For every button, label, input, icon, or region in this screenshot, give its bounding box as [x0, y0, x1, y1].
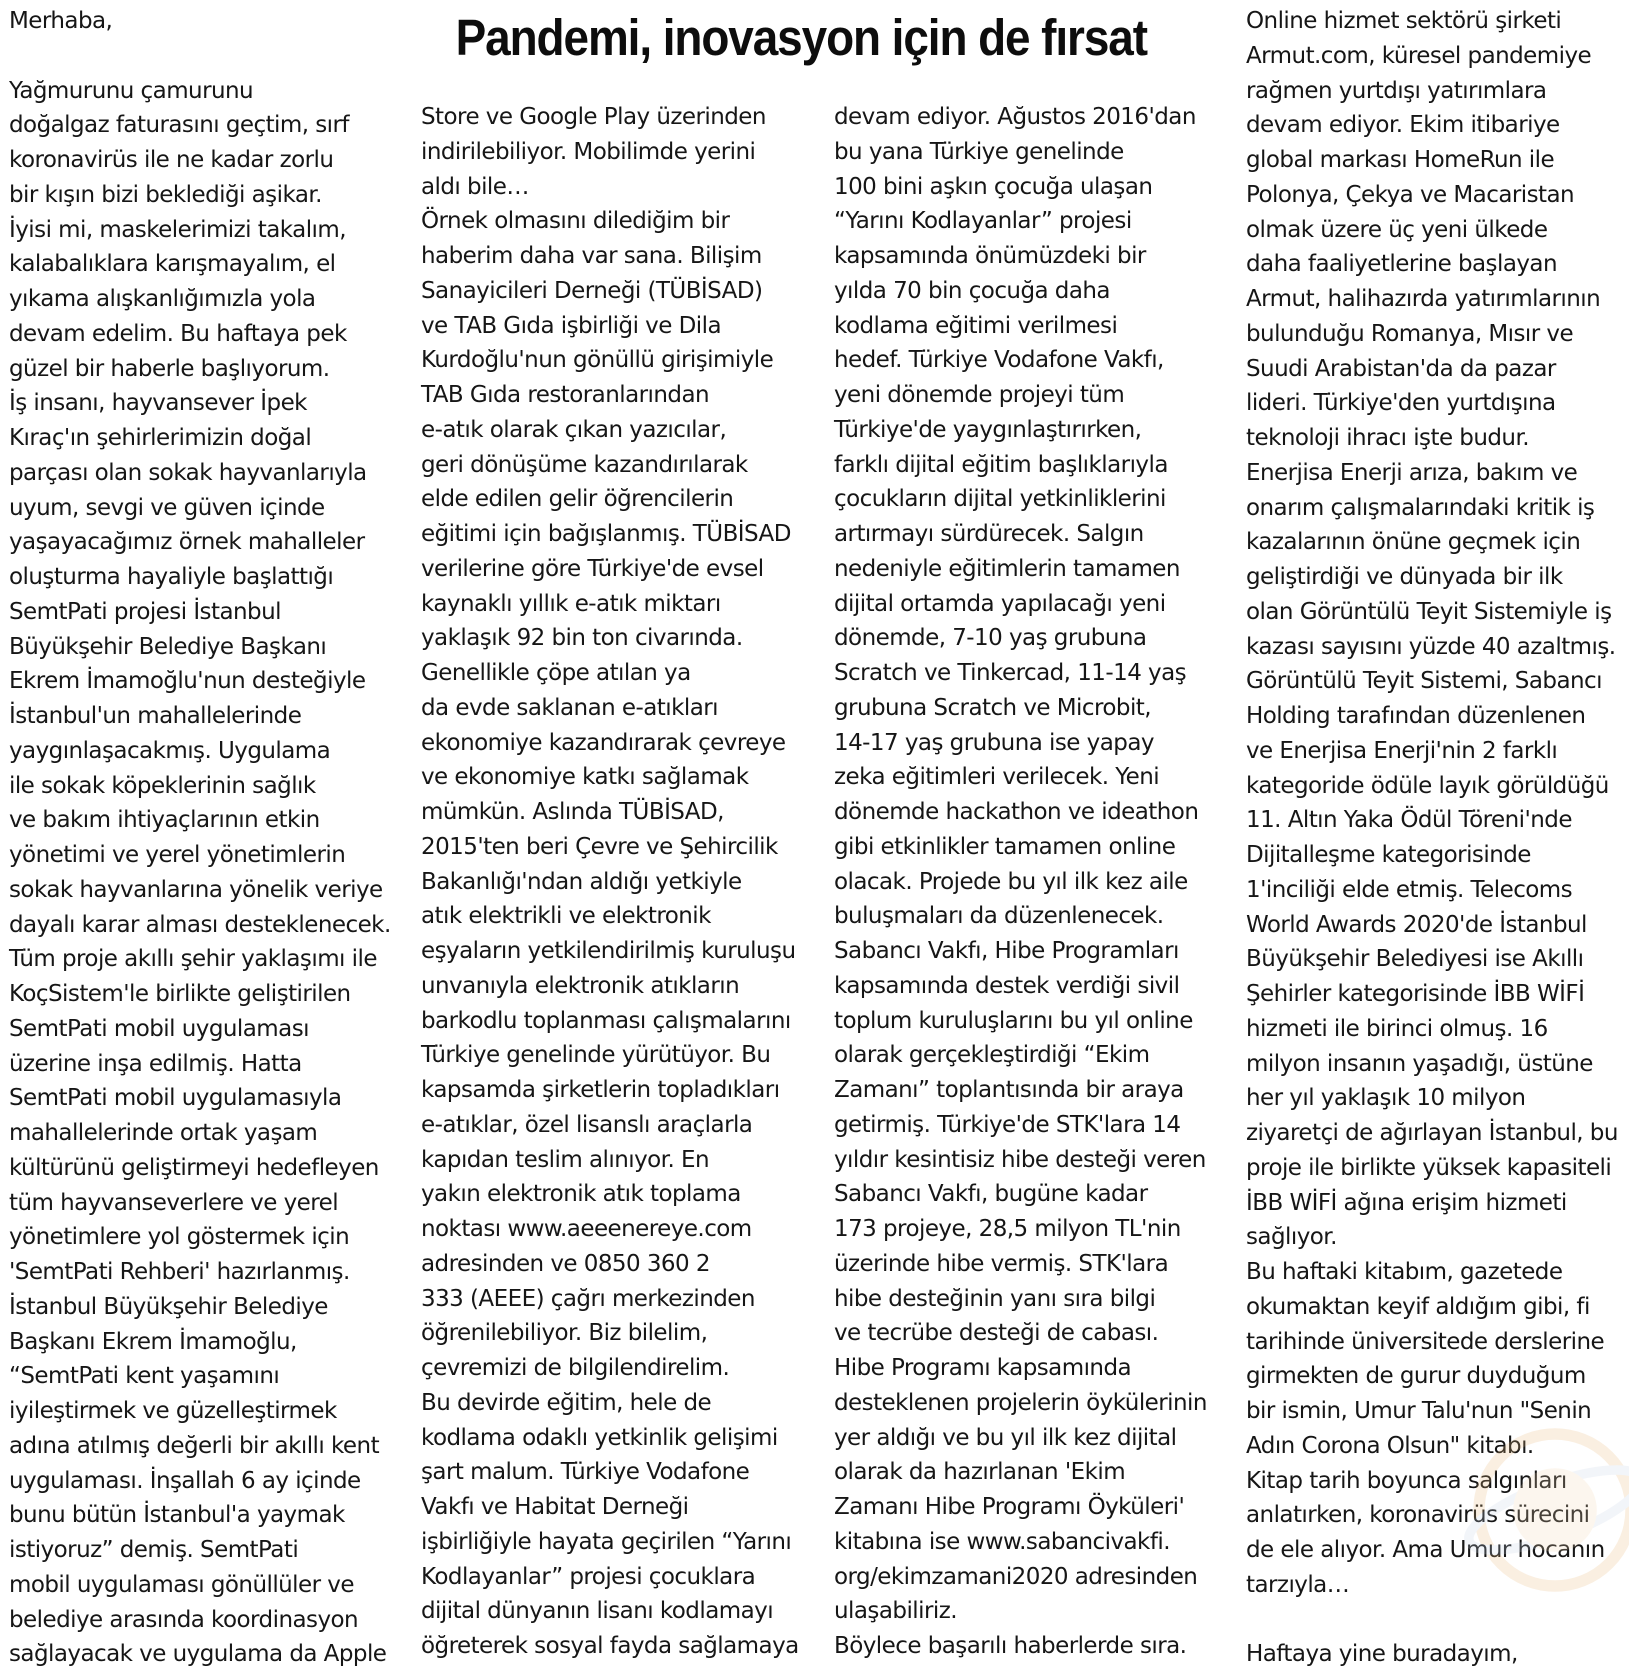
text-line: 1'inciliği elde etmiş. Telecoms [1246, 876, 1573, 903]
text-line: bir kışın bizi beklediği aşikar. [9, 181, 322, 208]
text-line: ziyaretçi de ağırlayan İstanbul, bu [1246, 1120, 1618, 1146]
text-line: olan Görüntülü Teyit Sistemiyle iş [1246, 598, 1612, 625]
text-line: 14-17 yaş grubuna ise yapay [834, 729, 1154, 756]
text-line: İş insanı, hayvansever İpek [9, 390, 307, 417]
text-line: parçası olan sokak hayvanlarıyla [9, 459, 367, 486]
text-line: İstanbul'un mahallelerinde [9, 703, 302, 729]
text-line: Armut.com, küresel pandemiye [1246, 42, 1592, 69]
text-line: Zamanı” toplantısında bir araya [834, 1077, 1184, 1103]
text-line: 100 bini aşkın çocuğa ulaşan [834, 173, 1153, 200]
text-line: girmekten de gurur duyduğum [1246, 1363, 1586, 1390]
text-line: yılda 70 bin çocuğa daha [834, 277, 1110, 304]
text-line: aldı bile… [421, 173, 529, 200]
text-line: tarihinde üniversitede derslerine [1246, 1328, 1605, 1355]
text-line: Türkiye genelinde yürütüyor. Bu [421, 1042, 771, 1069]
text-line: verilerine göre Türkiye'de evsel [421, 555, 764, 582]
text-line: SemtPati mobil uygulamasıyla [9, 1085, 342, 1112]
text-line: grubuna Scratch ve Microbit, [834, 694, 1152, 721]
text-line: 'SemtPati Rehberi' hazırlanmış. [9, 1259, 350, 1285]
text-line: Bu haftaki kitabım, gazetede [1246, 1259, 1563, 1285]
text-line: geri dönüşüme kazandırılarak [421, 451, 748, 478]
text-line: yer aldığı ve bu yıl ilk kez dijital [834, 1424, 1177, 1451]
text-line: elde edilen gelir öğrencilerin [421, 486, 734, 513]
text-line: kapıdan teslim alınıyor. En [421, 1146, 709, 1173]
text-line: ve ekonomiye katkı sağlamak [421, 764, 749, 791]
text-line: dönemde hackathon ve ideathon [834, 799, 1199, 825]
text-line: hizmeti ile birinci olmuş. 16 [1246, 1015, 1548, 1042]
text-line: güzel bir haberle başlıyorum. [9, 355, 330, 382]
text-line: olarak da hazırlanan 'Ekim [834, 1459, 1126, 1486]
text-line: doğalgaz faturasını geçtim, sırf [9, 112, 349, 139]
text-line: yakın elektronik atık toplama [421, 1181, 741, 1208]
article-column-3 [834, 100, 1226, 1664]
text-line: olarak gerçekleştirdiği “Ekim [834, 1042, 1150, 1069]
text-line: kapsamında önümüzdeki bir [834, 243, 1146, 269]
text-line: “Yarını Kodlayanlar” projesi [834, 208, 1132, 235]
text-line: oluşturma hayaliyle başlattığı [9, 564, 334, 590]
text-line: Tüm proje akıllı şehir yaklaşımı ile [9, 946, 377, 973]
text-line: kategoride ödüle layık görüldüğü [1246, 772, 1609, 799]
text-line: Görüntülü Teyit Sistemi, Sabancı [1246, 668, 1602, 695]
text-line: kültürünü geliştirmeyi hedefleyen [9, 1154, 379, 1181]
text-line: artırmayı sürdürecek. Salgın [834, 521, 1144, 547]
text-line: hibe desteğinin yanı sıra bilgi [834, 1285, 1156, 1312]
text-line: 2015'ten beri Çevre ve Şehircilik [421, 833, 778, 860]
text-line: da evde saklanan e-atıkları [421, 694, 719, 721]
text-line: Enerjisa Enerji arıza, bakım ve [1246, 459, 1578, 486]
text-line: Sabancı Vakfı, Hibe Programları [834, 938, 1179, 964]
headline: Pandemi, inovasyon için de fırsat [455, 9, 1147, 66]
text-line [9, 39, 401, 74]
text-line: milyon insanın yaşadığı, üstüne [1246, 1050, 1593, 1077]
text-line: Zamanı Hibe Programı Öyküleri' [834, 1494, 1185, 1520]
article-column-2 [421, 100, 813, 1664]
text-line: proje ile birlikte yüksek kapasiteli [1246, 1154, 1612, 1181]
text-line: İstanbul Büyükşehir Belediye [9, 1293, 328, 1320]
text-line: TAB Gıda restoranlarından [421, 382, 710, 408]
text-line: mahallelerinde ortak yaşam [9, 1120, 318, 1146]
article-column-1 [9, 4, 401, 1672]
text-line: dijital ortamda yapılacağı yeni [834, 590, 1166, 617]
text-line: kitabına ise www.sabancivakfi. [834, 1528, 1170, 1555]
text-line: Başkanı Ekrem İmamoğlu, [9, 1328, 297, 1355]
text-line: Türkiye'de yaygınlaştırırken, [834, 416, 1142, 443]
text-line: çevremizi de bilgilendirelim. [421, 1355, 730, 1381]
text-line: kalabalıklara karışmayalım, el [9, 251, 336, 278]
text-line: yıkama alışkanlığımızla yola [9, 286, 316, 312]
text-line: ve tecrübe desteği de cabası. [834, 1320, 1159, 1347]
text-line: yaklaşık 92 bin ton civarında. [421, 625, 743, 652]
text-line: indirilebiliyor. Mobilimde yerini [421, 138, 756, 165]
text-line: çocukların dijital yetkinliklerini [834, 486, 1166, 513]
text-line: Vakfı ve Habitat Derneği [421, 1494, 689, 1520]
text-line: geliştirdiği ve dünyada bir ilk [1246, 564, 1563, 590]
text-line: mobil uygulaması gönüllüler ve [9, 1571, 354, 1598]
text-line: bunu bütün İstanbul'a yaymak [9, 1502, 345, 1529]
text-line: mümkün. Aslında TÜBİSAD, [421, 799, 724, 825]
text-line: Sabancı Vakfı, bugüne kadar [834, 1181, 1148, 1208]
text-line: e-atık olarak çıkan yazıcılar, [421, 416, 727, 443]
text-line: unvanıyla elektronik atıkların [421, 972, 740, 999]
text-line: SemtPati mobil uygulaması [9, 1015, 309, 1042]
text-line: ve bakım ihtiyaçlarının etkin [9, 807, 320, 834]
text-line: Suudi Arabistan'da da pazar [1246, 355, 1556, 382]
text-line: hedef. Türkiye Vodafone Vakfı, [834, 347, 1164, 374]
text-line: şart malum. Türkiye Vodafone [421, 1459, 750, 1486]
text-line: öğreterek sosyal fayda sağlamaya [421, 1633, 799, 1659]
text-line: SemtPati projesi İstanbul [9, 598, 281, 625]
text-line: tarzıyla… [1246, 1571, 1350, 1598]
text-line: anlatırken, koronavirüs sürecini [1246, 1502, 1590, 1529]
text-line: olacak. Projede bu yıl ilk kez aile [834, 868, 1188, 895]
text-line: üzerinde hibe vermiş. STK'lara [834, 1250, 1169, 1277]
text-line: okumaktan keyif aldığım gibi, fi [1246, 1293, 1590, 1320]
text-line: bu yana Türkiye genelinde [834, 138, 1124, 165]
text-line: Hibe Programı kapsamında [834, 1355, 1132, 1381]
text-line: İBB WİFİ ağına erişim hizmeti [1246, 1189, 1567, 1216]
text-line: kazalarının önüne geçmek için [1246, 529, 1581, 556]
text-line: Merhaba, [9, 8, 113, 34]
text-line: ve Enerjisa Enerji'nin 2 farklı [1246, 737, 1558, 764]
text-line: atık elektrikli ve elektronik [421, 903, 711, 930]
text-line: her yıl yaklaşık 10 milyon [1246, 1085, 1526, 1112]
text-line: Bakanlığı'ndan aldığı yetkiyle [421, 868, 742, 895]
text-line: devam ediyor. Ekim itibariye [1246, 112, 1560, 139]
text-line: olmak üzere üç yeni ülkede [1246, 216, 1548, 243]
text-line: Kitap tarih boyunca salgınları [1246, 1467, 1567, 1494]
text-line: e-atıklar, özel lisanslı araçlarla [421, 1111, 753, 1138]
text-line: gibi etkinlikler tamamen online [834, 833, 1176, 860]
text-line: Şehirler kategorisinde İBB WİFİ [1246, 981, 1585, 1007]
text-line: daha faaliyetlerine başlayan [1246, 251, 1557, 278]
text-line: dayalı karar alması desteklenecek. [9, 911, 391, 938]
text-line: bulunduğu Romanya, Mısır ve [1246, 320, 1574, 347]
text-line: adına atılmış değerli bir akıllı kent [9, 1432, 380, 1459]
text-line: toplum kuruluşlarını bu yıl online [834, 1007, 1193, 1034]
text-line: koronavirüs ile ne kadar zorlu [9, 147, 334, 173]
text-line: Sanayicileri Derneği (TÜBİSAD) [421, 277, 763, 304]
text-line: “SemtPati kent yaşamını [9, 1363, 280, 1390]
text-line: de ele alıyor. Ama Umur hocanın [1246, 1537, 1605, 1563]
text-line [1246, 1603, 1629, 1638]
text-line: devam edelim. Bu haftaya pek [9, 320, 347, 347]
text-line: Genellikle çöpe atılan ya [421, 660, 691, 686]
text-line: global markası HomeRun ile [1246, 147, 1555, 173]
text-line: adresinden ve 0850 360 2 [421, 1250, 710, 1277]
text-line: devam ediyor. Ağustos 2016'dan [834, 104, 1196, 130]
text-line: İyisi mi, maskelerimizi takalım, [9, 216, 346, 243]
text-line: bir ismin, Umur Talu'nun "Senin [1246, 1398, 1592, 1424]
text-line: belediye arasında koordinasyon [9, 1606, 359, 1633]
text-line: Adın Corona Olsun" kitabı. [1246, 1432, 1534, 1459]
text-line: üzerine inşa edilmiş. Hatta [9, 1050, 302, 1077]
text-line: öğrenilebiliyor. Biz bilelim, [421, 1320, 708, 1347]
text-line: Örnek olmasını dilediğim bir [421, 208, 730, 235]
text-line: Online hizmet sektörü şirketi [1246, 8, 1562, 34]
text-line: uygulaması. İnşallah 6 ay içinde [9, 1467, 361, 1494]
text-line: kaynaklı yıllık e-atık miktarı [421, 590, 721, 617]
text-line: sağlıyor. [1246, 1224, 1337, 1251]
text-line: sokak hayvanlarına yönelik veriye [9, 876, 383, 903]
text-line: kodlama eğitimi verilmesi [834, 312, 1118, 339]
text-line: Yağmurunu çamurunu [9, 77, 254, 104]
text-line: barkodlu toplanması çalışmalarını [421, 1007, 791, 1034]
text-line: Kurdoğlu'nun gönüllü girişimiyle [421, 347, 774, 374]
text-line: istiyoruz” demiş. SemtPati [9, 1537, 299, 1563]
text-line: Haftaya yine buradayım, [1246, 1641, 1518, 1668]
text-line: 173 projeye, 28,5 milyon TL'nin [834, 1216, 1181, 1242]
text-line: tüm hayvanseverlere ve yerel [9, 1189, 339, 1216]
text-line: Böylece başarılı haberlerde sıra. [834, 1633, 1187, 1659]
text-line: kazası sayısını yüzde 40 azaltmış. [1246, 633, 1616, 660]
text-line: getirmiş. Türkiye'de STK'lara 14 [834, 1111, 1181, 1138]
article-column-4 [1246, 4, 1629, 1672]
text-line: nedeniyle eğitimlerin tamamen [834, 555, 1180, 582]
text-line: noktası www.aeeenereye.com [421, 1216, 752, 1242]
text-line: yaşayacağımız örnek mahalleler [9, 529, 365, 556]
text-line: 11. Altın Yaka Ödül Töreni'nde [1246, 807, 1572, 834]
text-line: iyileştirmek ve güzelleştirmek [9, 1398, 337, 1424]
text-line: Ekrem İmamoğlu'nun desteğiyle [9, 668, 366, 695]
text-line: desteklenen projelerin öykülerinin [834, 1389, 1207, 1416]
text-line: lideri. Türkiye'den yurtdışına [1246, 390, 1556, 417]
text-line: farklı dijital eğitim başlıklarıyla [834, 451, 1168, 478]
text-line: eğitimi için bağışlanmış. TÜBİSAD [421, 521, 791, 547]
text-line: yıldır kesintisiz hibe desteği veren [834, 1146, 1206, 1173]
text-line: sağlayacak ve uygulama da Apple [9, 1641, 387, 1668]
text-line: ekonomiye kazandırarak çevreye [421, 729, 786, 756]
text-line: onarım çalışmalarındaki kritik iş [1246, 494, 1595, 521]
text-line: Bu devirde eğitim, hele de [421, 1389, 712, 1416]
text-line: Büyükşehir Belediye Başkanı [9, 633, 327, 660]
text-line: zeka eğitimleri verilecek. Yeni [834, 764, 1160, 791]
text-line: yaygınlaşacakmış. Uygulama [9, 737, 331, 764]
text-line: World Awards 2020'de İstanbul [1246, 911, 1587, 938]
text-line: kodlama odaklı yetkinlik gelişimi [421, 1424, 778, 1451]
text-line: yönetimi ve yerel yönetimlerin [9, 842, 346, 868]
text-line: uyum, sevgi ve güven içinde [9, 494, 325, 521]
text-line: Armut, halihazırda yatırımlarının [1246, 286, 1601, 312]
text-line: Holding tarafından düzenlenen [1246, 703, 1586, 729]
text-line: Store ve Google Play üzerinden [421, 104, 766, 130]
text-line: kapsamında destek verdiği sivil [834, 972, 1180, 999]
text-line: org/ekimzamani2020 adresinden [834, 1563, 1198, 1590]
text-line: Kodlayanlar” projesi çocuklara [421, 1563, 756, 1590]
text-line: yönetimlere yol göstermek için [9, 1224, 350, 1251]
text-line: 333 (AEEE) çağrı merkezinden [421, 1285, 755, 1312]
text-line: Scratch ve Tinkercad, 11-14 yaş [834, 660, 1187, 686]
text-line: KoçSistem'le birlikte geliştirilen [9, 981, 351, 1007]
text-line: ile sokak köpeklerinin sağlık [9, 772, 316, 799]
text-line: Büyükşehir Belediyesi ise Akıllı [1246, 946, 1584, 973]
text-line: ulaşabiliriz. [834, 1598, 957, 1625]
text-line: haberim daha var sana. Bilişim [421, 243, 762, 269]
text-line: Polonya, Çekya ve Macaristan [1246, 181, 1575, 208]
text-line: buluşmaları da düzenlenecek. [834, 903, 1164, 930]
text-line: eşyaların yetkilendirilmiş kuruluşu [421, 938, 796, 964]
text-line: teknoloji ihracı işte budur. [1246, 425, 1530, 451]
text-line: kapsamda şirketlerin topladıkları [421, 1077, 780, 1103]
text-line: ve TAB Gıda işbirliği ve Dila [421, 312, 721, 339]
text-line: dijital dünyanın lisanı kodlamayı [421, 1598, 774, 1625]
text-line: yeni dönemde projeyi tüm [834, 382, 1125, 408]
text-line: dönemde, 7-10 yaş grubuna [834, 625, 1147, 652]
text-line: Dijitalleşme kategorisinde [1246, 842, 1531, 868]
text-line: işbirliğiyle hayata geçirilen “Yarını [421, 1528, 792, 1555]
text-line: Kıraç'ın şehirlerimizin doğal [9, 425, 312, 451]
text-line: rağmen yurtdışı yatırımlara [1246, 77, 1547, 104]
